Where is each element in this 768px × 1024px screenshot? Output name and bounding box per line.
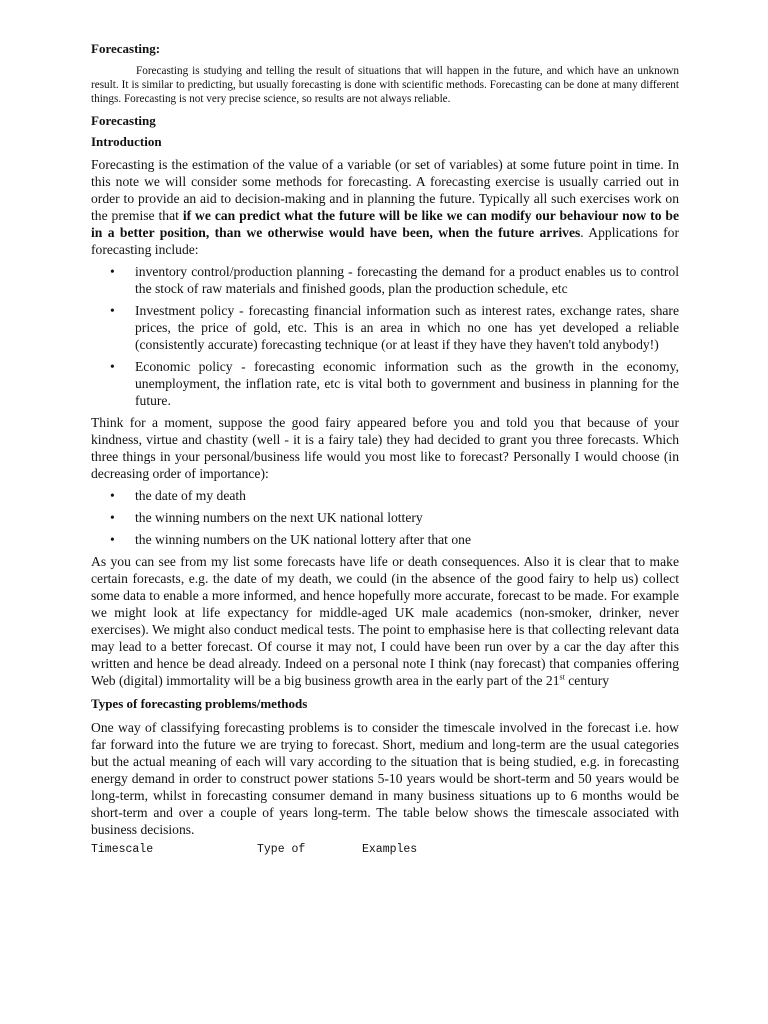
choices-list: [91, 487, 679, 548]
superscript-st: st: [559, 672, 565, 682]
applications-list: [91, 263, 679, 409]
intro-paragraph: [91, 156, 679, 258]
list-item: [91, 302, 679, 353]
list-item: [91, 263, 679, 297]
list-item: [91, 531, 679, 548]
heading-introduction: Introduction: [91, 134, 162, 149]
intro-text-a: Forecasting is the estimation of the value of a variable (or set of variables) at some future point in time. In this note we will consider some methods for forecasting. A forecasting exercise is usually carried out in order to provide an aid to decision-making and in planning the future. Typically all such exercises work on the premise that: [91, 157, 679, 223]
bullet-icon: •: [110, 488, 115, 503]
table-header-row: [91, 843, 679, 859]
list-item-text: the winning numbers on the next UK national lottery: [135, 510, 423, 525]
list-item: [91, 509, 679, 526]
paragraph-text: As you can see from my list some forecasts have life or death consequences. Also it is clear that to make certain forecasts, e.g. the date of my death, we could (in the absence of the good fairy to help us) collect some data to enable a more informed, and hence hopefully more accurate, forecast to be made. For example we might look at life expectancy for middle-aged UK male academics (non-smoker, drinker, never exercises). We might also conduct medical tests. The point to emphasise here is that collecting relevant data may lead to a better forecast. Of course it may not, I could have been run over by a car the day after this written and hence be dead already. Indeed on a personal note I think (nay forecast) that companies offering Web (digital) immortality will be a big business growth area in the early part of the 21: [91, 554, 679, 688]
bullet-icon: •: [110, 303, 115, 318]
bullet-icon: •: [110, 510, 115, 525]
list-item: [91, 358, 679, 409]
list-item-text: the date of my death: [135, 488, 246, 503]
bullet-icon: •: [110, 264, 115, 279]
table-header-type: Type of: [257, 843, 306, 856]
heading-forecasting-colon: Forecasting:: [91, 41, 161, 56]
list-item: [91, 487, 679, 504]
bullet-icon: •: [110, 532, 115, 547]
fairy-paragraph: Think for a moment, suppose the good fairy appeared before you and told you that because of your kindness, virtue and chastity (well - it is a fairy tale) they had decided to grant you three forecasts. Which three things in your personal/business life would you most like to forecast? Personally I would choose (in decreasing order of importance):: [91, 415, 679, 481]
bullet-icon: •: [110, 359, 115, 374]
list-item-text: the winning numbers on the UK national lottery after that one: [135, 532, 471, 547]
intro-text-bold: if we can predict what the future will be like we can modify our behaviour now to be in a better position, than we otherwise would have been, when the future arrives: [91, 208, 680, 240]
list-item-text: Economic policy - forecasting economic information such as the growth in the economy, unemployment, the inflation rate, etc is vital both to government and business in planning for the future.: [135, 359, 679, 408]
heading-forecasting: Forecasting: [91, 113, 156, 128]
heading-types: Types of forecasting problems/methods: [91, 696, 308, 711]
paragraph-text-end: century: [564, 673, 610, 688]
table-header-timescale: Timescale: [91, 843, 154, 856]
intro-text-c: . Applications for forecasting include:: [91, 225, 680, 257]
list-item-text: inventory control/production planning - forecasting the demand for a product enables us to control the stock of raw materials and finished goods, plan the production schedule, etc: [135, 264, 679, 296]
list-item-text: Investment policy - forecasting financial information such as interest rates, exchange rates, share prices, the price of gold, etc. This is an area in which no one has yet developed a reliable (consistently accurate) forecasting technique (or at least if they have they haven't told anybody!): [135, 303, 679, 352]
table-header-examples: Examples: [362, 843, 418, 856]
types-paragraph: One way of classifying forecasting problems is to consider the timescale involved in the forecast i.e. how far forward into the future we are trying to forecast. Short, medium and long-term are the usual categories but the actual meaning of each will vary according to the situation that is being studied, e.g. in forecasting energy demand in order to construct power stations 5-10 years would be short-term and 50 years would be long-term, whilst in forecasting consumer demand in many business situations up to 6 months would be short-term and over a couple of years long-term. The table below shows the timescale associated with business decisions.: [91, 720, 679, 837]
document-content: [91, 40, 679, 859]
forecast-data-paragraph: [91, 553, 679, 689]
summary-paragraph: Forecasting is studying and telling the result of situations that will happen in the future, and which have an unknown result. It is similar to predicting, but usually forecasting is done with scientific methods. Forecasting can be done at many different things. Forecasting is not very precise science, so results are not always reliable.: [91, 65, 679, 105]
